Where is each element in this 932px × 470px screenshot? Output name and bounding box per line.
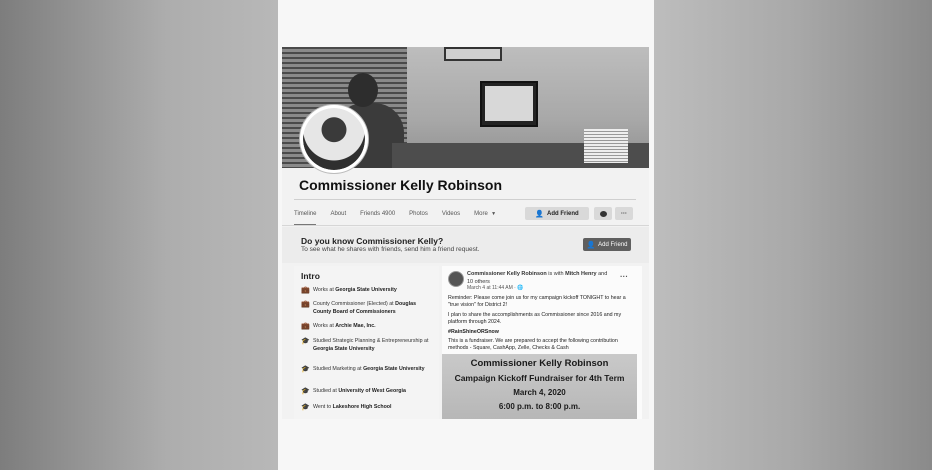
post-author-avatar[interactable] [448, 271, 464, 287]
tab-photos[interactable]: Photos [409, 211, 428, 217]
profile-name: Commissioner Kelly Robinson [299, 177, 503, 193]
tab-more[interactable] [474, 207, 496, 225]
intro-prefix: Works at [313, 287, 336, 293]
flyer-line-4: 6:00 p.m. to 8:00 p.m. [498, 402, 581, 411]
post-hashtag[interactable]: #RainShineORSnow [448, 328, 499, 335]
add-friend-label: Add Friend [547, 210, 579, 217]
tab-videos[interactable]: Videos [441, 211, 461, 217]
graduation-cap-icon: 🎓 [301, 404, 310, 411]
intro-link[interactable]: Georgia State University [363, 366, 425, 372]
post-header [467, 270, 617, 286]
wall-frame [444, 47, 502, 61]
post-paragraph: I plan to share the accomplishments as Commissioner since 2016 and my platform through 2024. [448, 311, 622, 326]
post-meta [467, 285, 523, 291]
intro-link[interactable]: Archie Mae, Inc. [335, 323, 376, 329]
divider [294, 199, 636, 200]
profile-avatar[interactable] [300, 105, 368, 173]
monitor-screen [485, 86, 533, 121]
post-paragraph: Reminder: Please come join us for my campaign kickoff TONIGHT to hear a "true vision" for District 2! [448, 295, 626, 309]
add-friend-button[interactable] [525, 207, 589, 220]
intro-prefix: Went to [313, 404, 333, 410]
flyer-line-2: Campaign Kickoff Fundraiser for 4th Term [454, 373, 625, 383]
paper-stack [584, 129, 628, 163]
flyer-line-1: Commissioner Kelly Robinson [470, 358, 609, 369]
person-head [348, 73, 378, 107]
intro-link[interactable]: University of West Georgia [338, 388, 406, 394]
intro-link[interactable]: Georgia State University [335, 287, 397, 293]
graduation-cap-icon: 🎓 [301, 338, 310, 345]
prompt-add-friend-button[interactable] [583, 238, 631, 251]
background-left [0, 0, 278, 470]
intro-prefix: Works at [313, 323, 336, 329]
intro-prefix: Studied Strategic Planning & Entrepreneurship at [313, 338, 429, 344]
profile-tabs [294, 207, 510, 225]
intro-title: Intro [301, 271, 320, 281]
tab-more-label: More [474, 211, 488, 217]
add-person-icon: 👤 [586, 241, 596, 249]
briefcase-icon: 💼 [301, 323, 310, 330]
post-with-text: is with [546, 271, 566, 277]
intro-prefix: Studied Marketing at [313, 366, 364, 372]
more-dots-icon: ··· [621, 210, 627, 217]
background-right [654, 0, 932, 470]
post-flyer-image[interactable] [442, 354, 637, 419]
intro-link[interactable]: Douglas County Board of Commissioners [313, 301, 417, 315]
tab-timeline[interactable]: Timeline [294, 207, 316, 225]
friend-request-title: Do you know Commissioner Kelly? [301, 236, 444, 246]
post-others-link[interactable]: 10 others [467, 279, 490, 285]
graduation-cap-icon: 🎓 [301, 366, 310, 373]
post-body [448, 295, 638, 355]
intro-link[interactable]: Georgia State University [313, 345, 375, 352]
tab-about[interactable]: About [330, 211, 347, 217]
post-options-icon[interactable]: ··· [620, 272, 628, 281]
globe-icon: 🌐 [517, 285, 524, 291]
prompt-add-friend-label: Add Friend [598, 241, 628, 248]
post-and-text: and [596, 271, 608, 277]
divider [282, 225, 649, 226]
post-paragraph: This is a fundraiser. We are prepared to accept the following contribution methods - Square, CashApp, Zelle, Checks & Cash [448, 338, 618, 352]
caret-down-icon: ▼ [489, 211, 497, 217]
intro-prefix: County Commissioner (Elected) at [313, 301, 396, 307]
intro-prefix: Studied at [313, 388, 339, 394]
graduation-cap-icon: 🎓 [301, 388, 310, 395]
facebook-profile-page [282, 47, 649, 419]
post-author[interactable]: Commissioner Kelly Robinson [467, 271, 547, 277]
flyer-line-3: March 4, 2020 [513, 388, 566, 397]
friend-request-subtitle: To see what he shares with friends, send him a friend request. [301, 246, 480, 253]
post-timestamp[interactable]: March 4 at 11:44 AM · [467, 285, 518, 291]
post-tagged-name[interactable]: Mitch Henry [565, 271, 597, 277]
briefcase-icon: 💼 [301, 301, 310, 308]
avatar-portrait [303, 108, 365, 170]
messenger-icon [600, 211, 607, 217]
message-button[interactable] [594, 207, 612, 220]
intro-link[interactable]: Lakeshore High School [332, 404, 392, 410]
more-options-button[interactable] [615, 207, 633, 220]
tab-friends[interactable]: Friends 4900 [360, 211, 396, 217]
briefcase-icon: 💼 [301, 287, 310, 294]
add-person-icon: 👤 [535, 210, 545, 218]
